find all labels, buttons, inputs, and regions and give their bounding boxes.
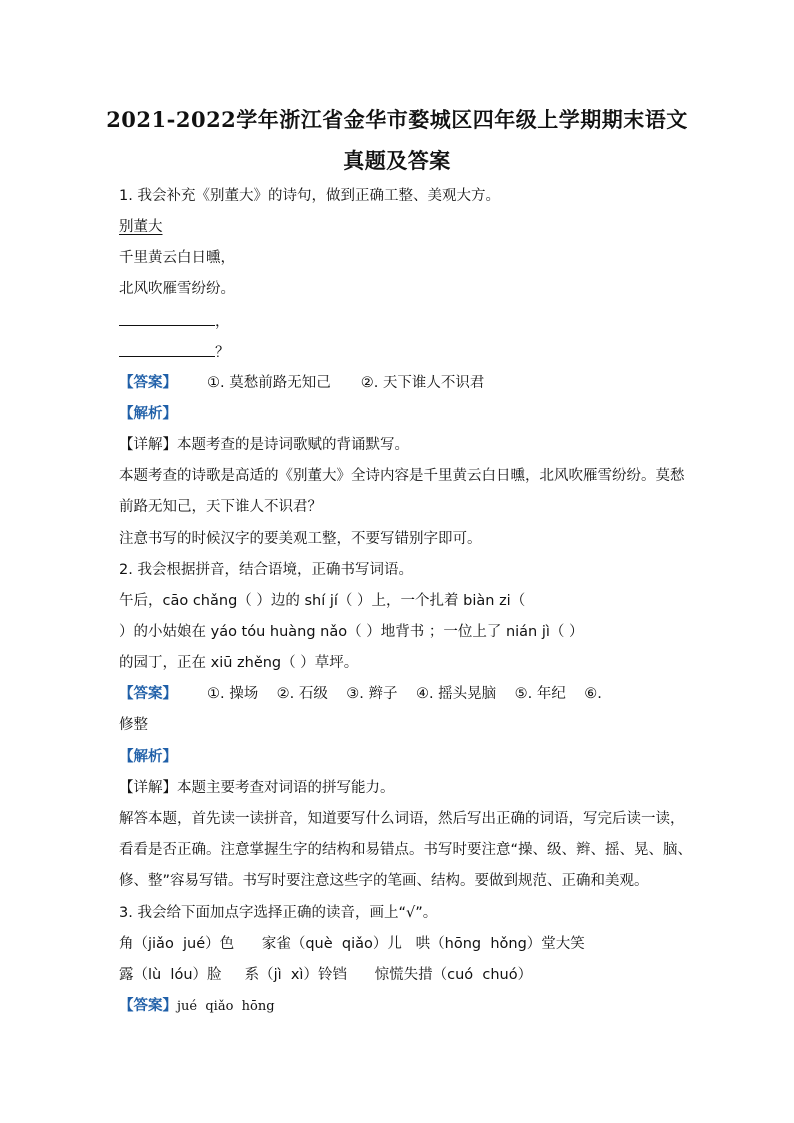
document-title-line-1: 2021-2022学年浙江省金华市婺城区四年级上学期期末语文: [106, 107, 688, 132]
q2-line-3: 的园丁，正在 xiū zhěng（ ）草坪。: [119, 655, 359, 671]
q1-poem-title: [119, 217, 679, 237]
q1-blank-2[interactable]: [119, 342, 215, 357]
q1-poem-line-1: 千里黄云白日曛，: [119, 250, 235, 266]
analysis-tag: 【解析】: [119, 749, 177, 765]
q1-analysis: [119, 404, 679, 424]
q3-question: 3. 我会给下面加点字选择正确的读音，画上“√”。: [119, 905, 438, 921]
q2-analysis: [119, 747, 679, 767]
q2-para-line-3: 修、整”容易写错。书写时要注意这些字的笔画、结构。要做到规范、正确和美观。: [119, 873, 649, 889]
q2-para-line-2: 看看是否正确。注意掌握生字的结构和易错点。书写时要注意“操、级、辫、摇、晃、脑、: [119, 842, 693, 858]
q1-answer-1: ①. 莫愁前路无知己: [207, 375, 331, 391]
q2-line-2: ）的小姑娘在 yáo tóu huàng nǎo（ ）地背书 ；一位上了 nián jì（ ）: [119, 624, 584, 640]
q2-question: 2. 我会根据拼音，结合语境，正确书写词语。: [119, 562, 413, 578]
answer-tag: 【答案】: [119, 686, 177, 702]
q3-line-1: 角（jiǎo jué）色 家雀（què qiǎo）儿 哄（hōng hǒng）堂大笑: [119, 936, 585, 952]
q2-answer: [119, 684, 679, 704]
q1-poem-line-2: 北风吹雁雪纷纷。: [119, 281, 235, 297]
q1-blank-line-2: [119, 342, 679, 363]
q1-para1-line-2: 前路无知己，天下谁人不识君？: [119, 499, 322, 515]
q1-answer-2: ②. 天下谁人不识君: [360, 375, 485, 391]
q2-detail: [119, 778, 679, 798]
q1-question: 1. 我会补充《别董大》的诗句，做到正确工整、美观大方。: [119, 188, 500, 204]
q1-blank-1[interactable]: [119, 311, 215, 326]
q1-answer: [119, 373, 679, 393]
document-title-line-2: 真题及答案: [343, 148, 451, 173]
q1-detail: [119, 435, 679, 455]
q1-blank-1-suffix: ，: [215, 314, 230, 330]
detail-tag: 【详解】: [119, 780, 177, 796]
q2-line-1: 午后，cāo chǎng（ ）边的 shí jí（ ）上，一个扎着 biàn zi（: [119, 593, 526, 609]
q1-poem-title-text: 别董大: [119, 219, 163, 235]
q1-blank-2-suffix: ？: [215, 345, 230, 361]
detail-tag: 【详解】: [119, 437, 177, 453]
q2-detail-text: 本题主要考查对词语的拼写能力。: [177, 780, 395, 796]
q2-answer-last: 修整: [119, 717, 148, 733]
q3-answer: [119, 996, 679, 1017]
q1-para1-line-1: 本题考查的诗歌是高适的《别董大》全诗内容是千里黄云白日曛，北风吹雁雪纷纷。莫愁: [119, 468, 685, 484]
q3-answer-text: jué qiǎo hōng: [177, 999, 275, 1014]
q1-detail-text: 本题考查的是诗词歌赋的背诵默写。: [177, 437, 409, 453]
q1-para2: 注意书写的时候汉字的要美观工整，不要写错别字即可。: [119, 531, 482, 547]
q1-blank-line-1: [119, 311, 679, 332]
analysis-tag: 【解析】: [119, 406, 177, 422]
q3-line-2: 露（lù lóu）脸 系（jì xì）铃铛 惊慌失措（cuó chuó）: [119, 967, 533, 983]
answer-tag: 【答案】: [119, 998, 177, 1014]
q2-para-line-1: 解答本题，首先读一读拼音，知道要写什么词语，然后写出正确的词语，写完后读一读，: [119, 811, 685, 827]
q2-answers: ①. 操场 ②. 石级 ③. 辫子 ④. 摇头晃脑 ⑤. 年纪 ⑥.: [207, 686, 602, 702]
answer-tag: 【答案】: [119, 375, 177, 391]
